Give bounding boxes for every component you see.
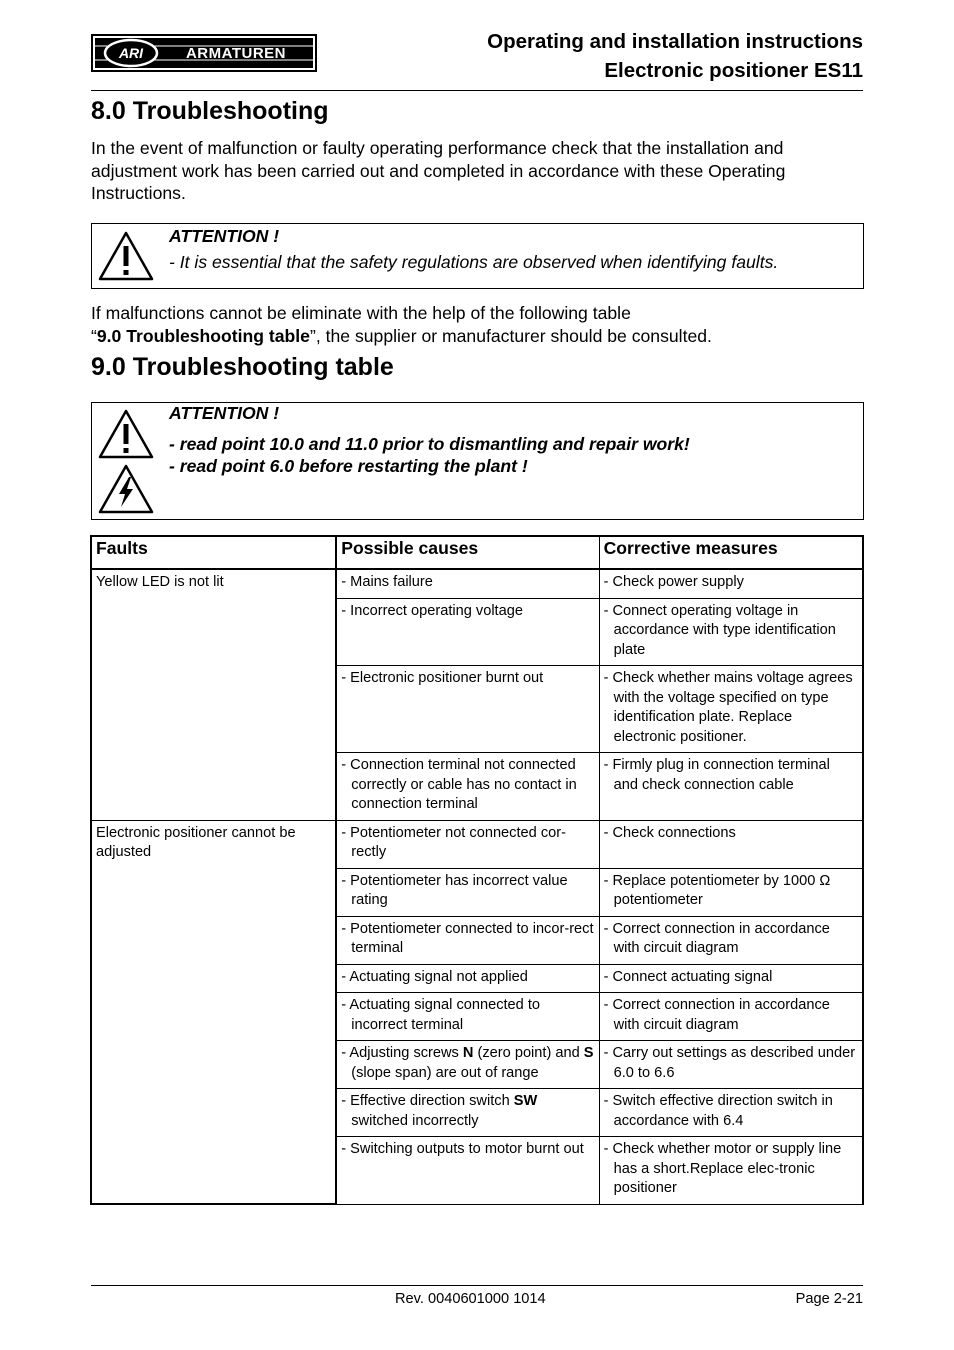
cause-cell: - Connection terminal not connected correctly or cable has no contact in connection terminal bbox=[341, 757, 577, 812]
measure-cell: - Correct connection in accordance with circuit diagram bbox=[603, 920, 830, 956]
document-header-title bbox=[487, 27, 863, 85]
attention-text: - It is essential that the safety regulations are observed when identifying faults. bbox=[169, 251, 779, 272]
cause-cell: - Incorrect operating voltage bbox=[341, 602, 523, 619]
header-divider bbox=[91, 90, 863, 91]
measure-cell: - Replace potentiometer by 1000 Ω potentiometer bbox=[603, 872, 831, 908]
measure-cell: - Check whether motor or supply line has a short.Replace elec-tronic positioner bbox=[603, 1141, 842, 1196]
attention-line-2: - read point 6.0 before restarting the plant ! bbox=[169, 456, 528, 476]
measure-cell: - Check power supply bbox=[603, 574, 744, 590]
svg-text:ARI: ARI bbox=[118, 45, 144, 61]
cause-bold: SW bbox=[513, 1093, 538, 1109]
header-title-line1: Operating and installation instructions bbox=[487, 30, 863, 53]
ari-armaturen-logo bbox=[91, 34, 317, 72]
fault-cell: Yellow LED is not lit bbox=[91, 569, 336, 820]
table-row bbox=[91, 569, 863, 598]
measure-cell: - Check whether mains voltage agrees with the voltage specified on type identification plate. Replace electronic positioner. bbox=[603, 670, 853, 745]
measure-cell: - Connect operating voltage in accordance with type identification plate bbox=[603, 602, 836, 658]
consult-table-reference: 9.0 Troubleshooting table bbox=[96, 325, 310, 346]
header-title-line2: Electronic positioner ES11 bbox=[604, 59, 863, 82]
section-9-heading: 9.0 Troubleshooting table bbox=[91, 353, 394, 381]
cause-text: (slope span) are out of range bbox=[351, 1064, 539, 1081]
cause-bold: N bbox=[462, 1045, 474, 1061]
attention-title: ATTENTION ! bbox=[169, 226, 280, 246]
cause-cell: - Actuating signal connected to incorrect terminal bbox=[341, 997, 541, 1033]
cause-cell bbox=[341, 1044, 594, 1083]
attention-box-repair bbox=[91, 402, 864, 520]
cause-bold: S bbox=[583, 1045, 594, 1061]
table-header-row bbox=[91, 536, 863, 569]
cause-cell: - Potentiometer connected to incor-rect terminal bbox=[341, 920, 594, 956]
cause-text: (zero point) and bbox=[473, 1045, 584, 1061]
measure-cell: - Firmly plug in connection terminal and check connection cable bbox=[603, 757, 830, 793]
attention-line-1: - read point 10.0 and 11.0 prior to dismantling and repair work! bbox=[169, 433, 690, 454]
cause-cell: - Actuating signal not applied bbox=[341, 968, 528, 985]
cause-cell: - Switching outputs to motor burnt out bbox=[341, 1141, 584, 1157]
section-8-intro: In the event of malfunction or faulty operating performance check that the installation and adjustment work has been carried out and completed in accordance with these Operating Instructions. bbox=[91, 138, 786, 203]
cause-cell: - Potentiometer has incorrect value rating bbox=[341, 872, 568, 908]
footer-divider bbox=[91, 1285, 863, 1286]
cause-cell bbox=[341, 1092, 594, 1131]
cause-text: - Adjusting screws bbox=[341, 1045, 463, 1061]
fault-cell: Electronic positioner cannot be adjusted bbox=[91, 820, 336, 1204]
attention-box-safety bbox=[91, 223, 864, 289]
consult-quote-open: “ bbox=[91, 325, 97, 346]
header-faults: Faults bbox=[91, 536, 336, 569]
section-8-heading: 8.0 Troubleshooting bbox=[91, 97, 329, 125]
consult-line1: If malfunctions cannot be eliminate with the help of the following table bbox=[91, 303, 631, 323]
attention-title: ATTENTION ! bbox=[169, 403, 280, 423]
cause-text: - Effective direction switch bbox=[341, 1093, 514, 1109]
cause-text: switched incorrectly bbox=[351, 1112, 479, 1129]
consult-paragraph bbox=[91, 302, 866, 347]
cause-cell: - Potentiometer not connected cor-rectly bbox=[341, 824, 566, 860]
page-number: Page 2-21 bbox=[795, 1291, 863, 1307]
table-row bbox=[91, 820, 863, 868]
electrical-hazard-icon bbox=[97, 463, 155, 515]
measure-cell: - Switch effective direction switch in accordance with 6.4 bbox=[603, 1093, 833, 1129]
measure-cell: - Connect actuating signal bbox=[603, 968, 773, 985]
revision-number: Rev. 0040601000 1014 bbox=[395, 1291, 546, 1307]
cause-cell: - Electronic positioner burnt out bbox=[341, 670, 544, 686]
header-possible-causes: Possible causes bbox=[336, 536, 599, 569]
consult-rest: ”, the supplier or manufacturer should be consulted. bbox=[309, 325, 712, 346]
svg-text:ARMATUREN: ARMATUREN bbox=[185, 45, 287, 62]
warning-triangle-icon bbox=[97, 230, 155, 282]
header-corrective-measures: Corrective measures bbox=[599, 536, 863, 569]
cause-cell: - Mains failure bbox=[341, 574, 433, 590]
troubleshooting-table bbox=[90, 535, 864, 1205]
warning-triangle-icon bbox=[97, 408, 155, 460]
measure-cell: - Check connections bbox=[603, 824, 736, 841]
measure-cell: - Correct connection in accordance with circuit diagram bbox=[603, 997, 830, 1033]
measure-cell: - Carry out settings as described under 6.0 to 6.6 bbox=[603, 1045, 856, 1081]
